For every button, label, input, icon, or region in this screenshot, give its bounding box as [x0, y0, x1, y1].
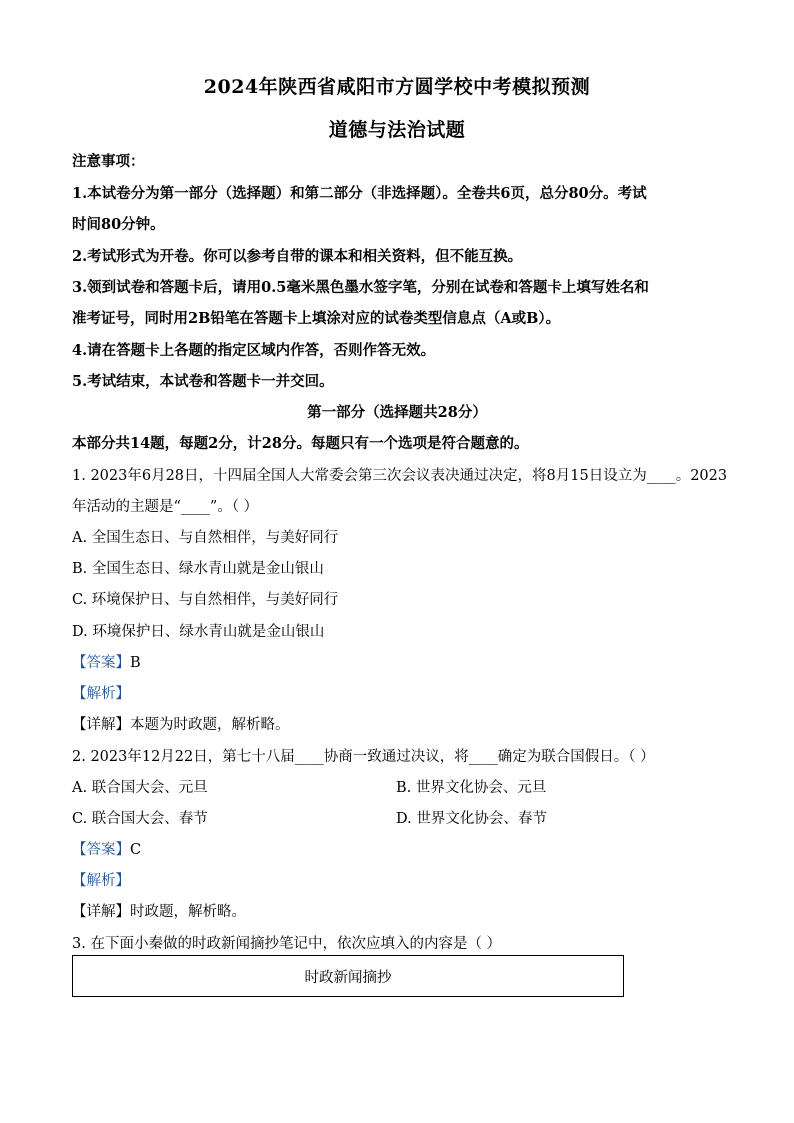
- q1-stem-line2: 年活动的主题是“____”。（ ）: [72, 499, 259, 515]
- news-notes-box-title: 时政新闻摘抄: [304, 969, 392, 986]
- q3-stem: 3. 在下面小秦做的时政新闻摘抄笔记中，依次应填入的内容是（ ）: [72, 936, 502, 952]
- notes-line: 准考证号，同时用2B铅笔在答题卡上填涂对应的试卷类型信息点（A或B）。: [72, 310, 561, 327]
- q1-option-c: C. 环境保护日、与自然相伴，与美好同行: [72, 592, 339, 608]
- q2-stem: 2. 2023年12月22日，第七十八届____协商一致通过决议，将____确定为联合国假日。（ ）: [72, 749, 655, 765]
- q2-option-b: B. 世界文化协会、元旦: [396, 780, 547, 796]
- q1-detail: [72, 713, 290, 734]
- part1-instruction: 本部分共14题，每题2分，计28分。每题只有一个选项是符合题意的。: [72, 435, 529, 452]
- page-subtitle: 道德与法治试题: [328, 119, 466, 141]
- q2-answer: [72, 838, 141, 859]
- q2-option-d: D. 世界文化协会、春节: [396, 811, 547, 827]
- page-title: 2024年陕西省咸阳市方圆学校中考模拟预测: [203, 76, 591, 98]
- q2-analysis-tag: 【解析】: [72, 873, 130, 889]
- q1-answer: [72, 651, 141, 672]
- q1-option-a: A. 全国生态日、与自然相伴，与美好同行: [72, 530, 339, 546]
- q1-option-d: D. 环境保护日、绿水青山就是金山银山: [72, 624, 325, 640]
- q2-detail: [72, 900, 246, 921]
- q1-analysis-tag: 【解析】: [72, 686, 130, 702]
- answer-value: B: [130, 655, 141, 671]
- detail-text: 本题为时政题，解析略。: [130, 717, 290, 733]
- notes-line: 4.请在答题卡上各题的指定区域内作答，否则作答无效。: [72, 342, 436, 359]
- detail-tag: 【详解】: [72, 717, 130, 733]
- detail-tag: 【详解】: [72, 904, 130, 920]
- answer-value: C: [130, 842, 142, 858]
- q2-option-c: C. 联合国大会、春节: [72, 811, 208, 827]
- q1-option-b: B. 全国生态日、绿水青山就是金山银山: [72, 561, 324, 577]
- notes-line: 5.考试结束，本试卷和答题卡一并交回。: [72, 373, 334, 390]
- detail-text: 时政题，解析略。: [130, 904, 246, 920]
- notes-line: 3.领到试卷和答题卡后，请用0.5毫米黑色墨水签字笔，分别在试卷和答题卡上填写姓名和: [72, 279, 649, 296]
- answer-tag: 【答案】: [72, 842, 130, 858]
- part1-heading: 第一部分（选择题共28分）: [307, 404, 487, 421]
- notes-line: 2.考试形式为开卷。你可以参考自带的课本和相关资料，但不能互换。: [72, 248, 523, 265]
- notes-line: 时间80分钟。: [72, 216, 165, 233]
- answer-tag: 【答案】: [72, 655, 130, 671]
- notes-line: 1.本试卷分为第一部分（选择题）和第二部分（非选择题）。全卷共6页，总分80分。考试: [72, 185, 647, 202]
- q2-option-a: A. 联合国大会、元旦: [72, 780, 208, 796]
- news-notes-box: [72, 955, 624, 997]
- notes-heading: 注意事项：: [72, 153, 145, 170]
- q1-stem-line1: 1. 2023年6月28日，十四届全国人大常委会第三次会议表决通过决定，将8月15日设立为____。2023: [72, 468, 728, 484]
